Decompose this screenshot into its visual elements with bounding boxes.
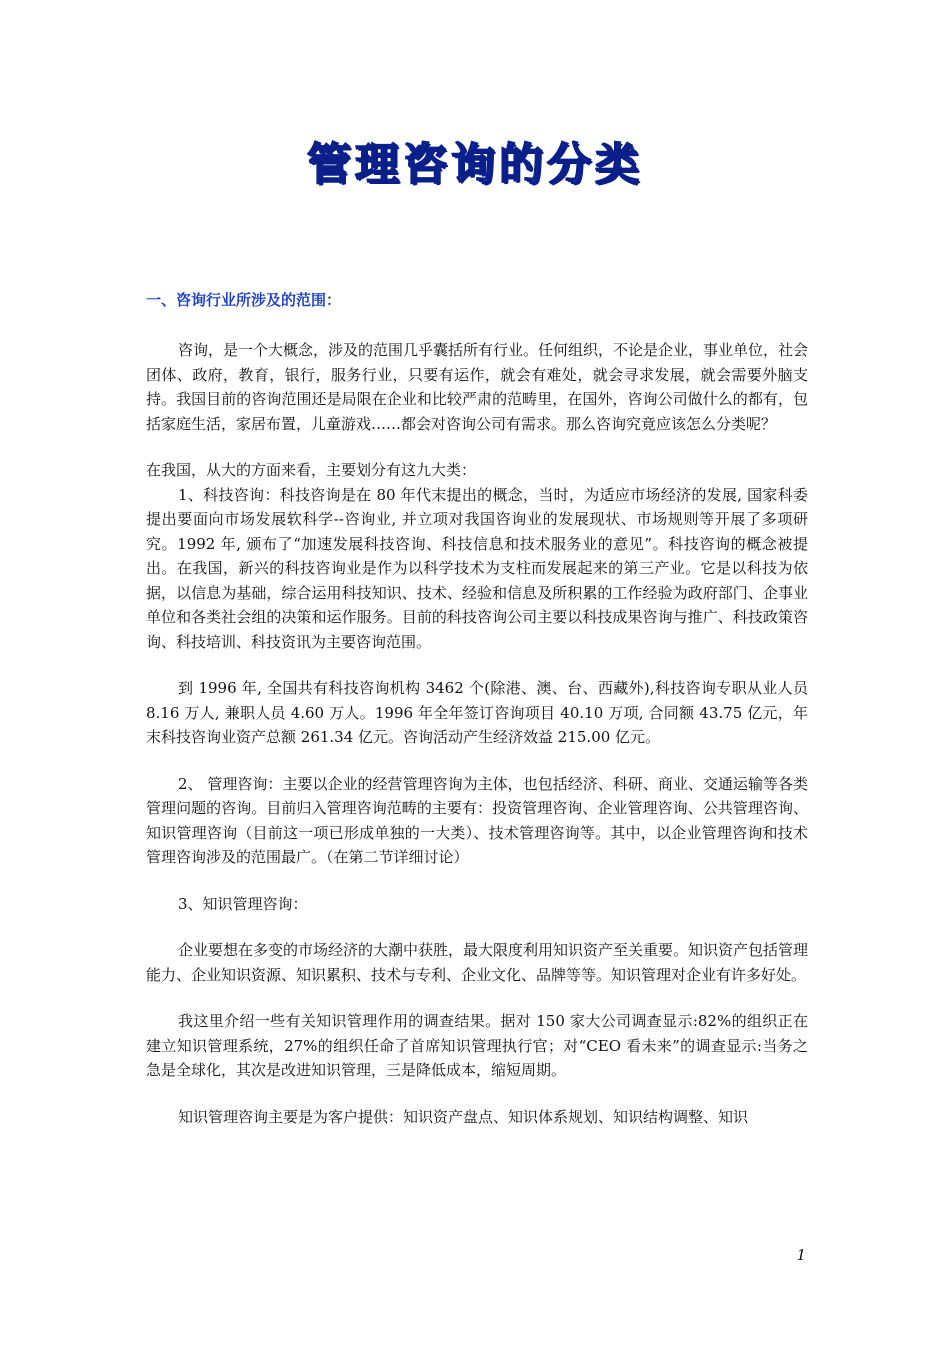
paragraph-categories-intro: 在我国，从大的方面来看，主要划分有这九大类： [146, 461, 477, 479]
page-number: 1 [796, 1246, 806, 1264]
paragraph-management-consulting: 2、 管理咨询：主要以企业的经营管理咨询为主体，也包括经济、科研、商业、交通运输等各类管理问题的咨询。目前归入管理咨询范畴的主要有：投资管理咨询、企业管理咨询、公共管理咨询、知识管理咨询（目前这一项已形成单独的一大类）、技术管理咨询等。其中，以企业管理咨询和技术管理咨询涉及的范围最广。（在第二节详细讨论） [146, 774, 808, 866]
page-title: 管理咨询的分类 [307, 139, 643, 190]
paragraph-tech-consulting: 1、科技咨询：科技咨询是在 80 年代末提出的概念，当时，为适应市场经济的发展, 国家科委提出要面向市场发展软科学--咨询业, 并立项对我国咨询业的发展现状、市场规则等开展了多项研究。1992 年, 颁布了“加速发展科技咨询、科技信息和技术服务业的意见”。科技咨询的概念被提出。在我国，新兴的科技咨询业是作为以科学技术为支柱而发展起来的第三产业。它是以科技为依据，以信息为基础，综合运用科技知识、技术、经验和信息及所积累的工作经验为政府部门、企事业单位和各类社会组的决策和运作服务。目前的科技咨询公司主要以科技成果咨询与推广、科技政策咨询、科技培训、科技资讯为主要咨询范围。 [146, 485, 808, 651]
paragraph-knowledge-assets: 企业要想在多变的市场经济的大潮中获胜，最大限度利用知识资产至关重要。知识资产包括管理能力、企业知识资源、知识累积、技术与专利、企业文化、品牌等等。知识管理对企业有许多好处。 [146, 941, 809, 984]
document-body [146, 288, 808, 1129]
paragraph-knowledge-heading: 3、知识管理咨询： [178, 894, 308, 913]
section-heading: 一、咨询行业所涉及的范围： [146, 291, 342, 309]
paragraph-intro: 咨询，是一个大概念，涉及的范围几乎囊括所有行业。任何组织，不论是企业，事业单位，社会团体、政府，教育，银行，服务行业，只要有运作，就会有难处，就会寻求发展，就会需要外脑支持。我国目前的咨询范围还是局限在企业和比较严肃的范畴里，在国外，咨询公司做什么的都有，包括家庭生活，家居布置，儿童游戏……都会对咨询公司有需求。那么咨询究竟应该怎么分类呢？ [146, 341, 809, 433]
paragraph-knowledge-services: 知识管理咨询主要是为客户提供：知识资产盘点、知识体系规划、知识结构调整、知识 [178, 1107, 749, 1126]
paragraph-knowledge-survey: 我这里介绍一些有关知识管理作用的调查结果。据对 150 家大公司调查显示:82%的组织正在建立知识管理系统，27%的组织任命了首席知识管理执行官；对“CEO 看未来”的调查显示:当务之急是全球化，其次是改进知识管理，三是降低成本，缩短周期。 [146, 1012, 808, 1079]
paragraph-tech-stats: 到 1996 年, 全国共有科技咨询机构 3462 个(除港、澳、台、西藏外),科技咨询专职从业人员 8.16 万人, 兼职人员 4.60 万人。1996 年全年签订咨询项目 40.10 万项, 合同额 43.75 亿元，年末科技咨询业资产总额 261.34 亿元。咨询活动产生经济效益 215.00 亿元。 [146, 679, 808, 746]
